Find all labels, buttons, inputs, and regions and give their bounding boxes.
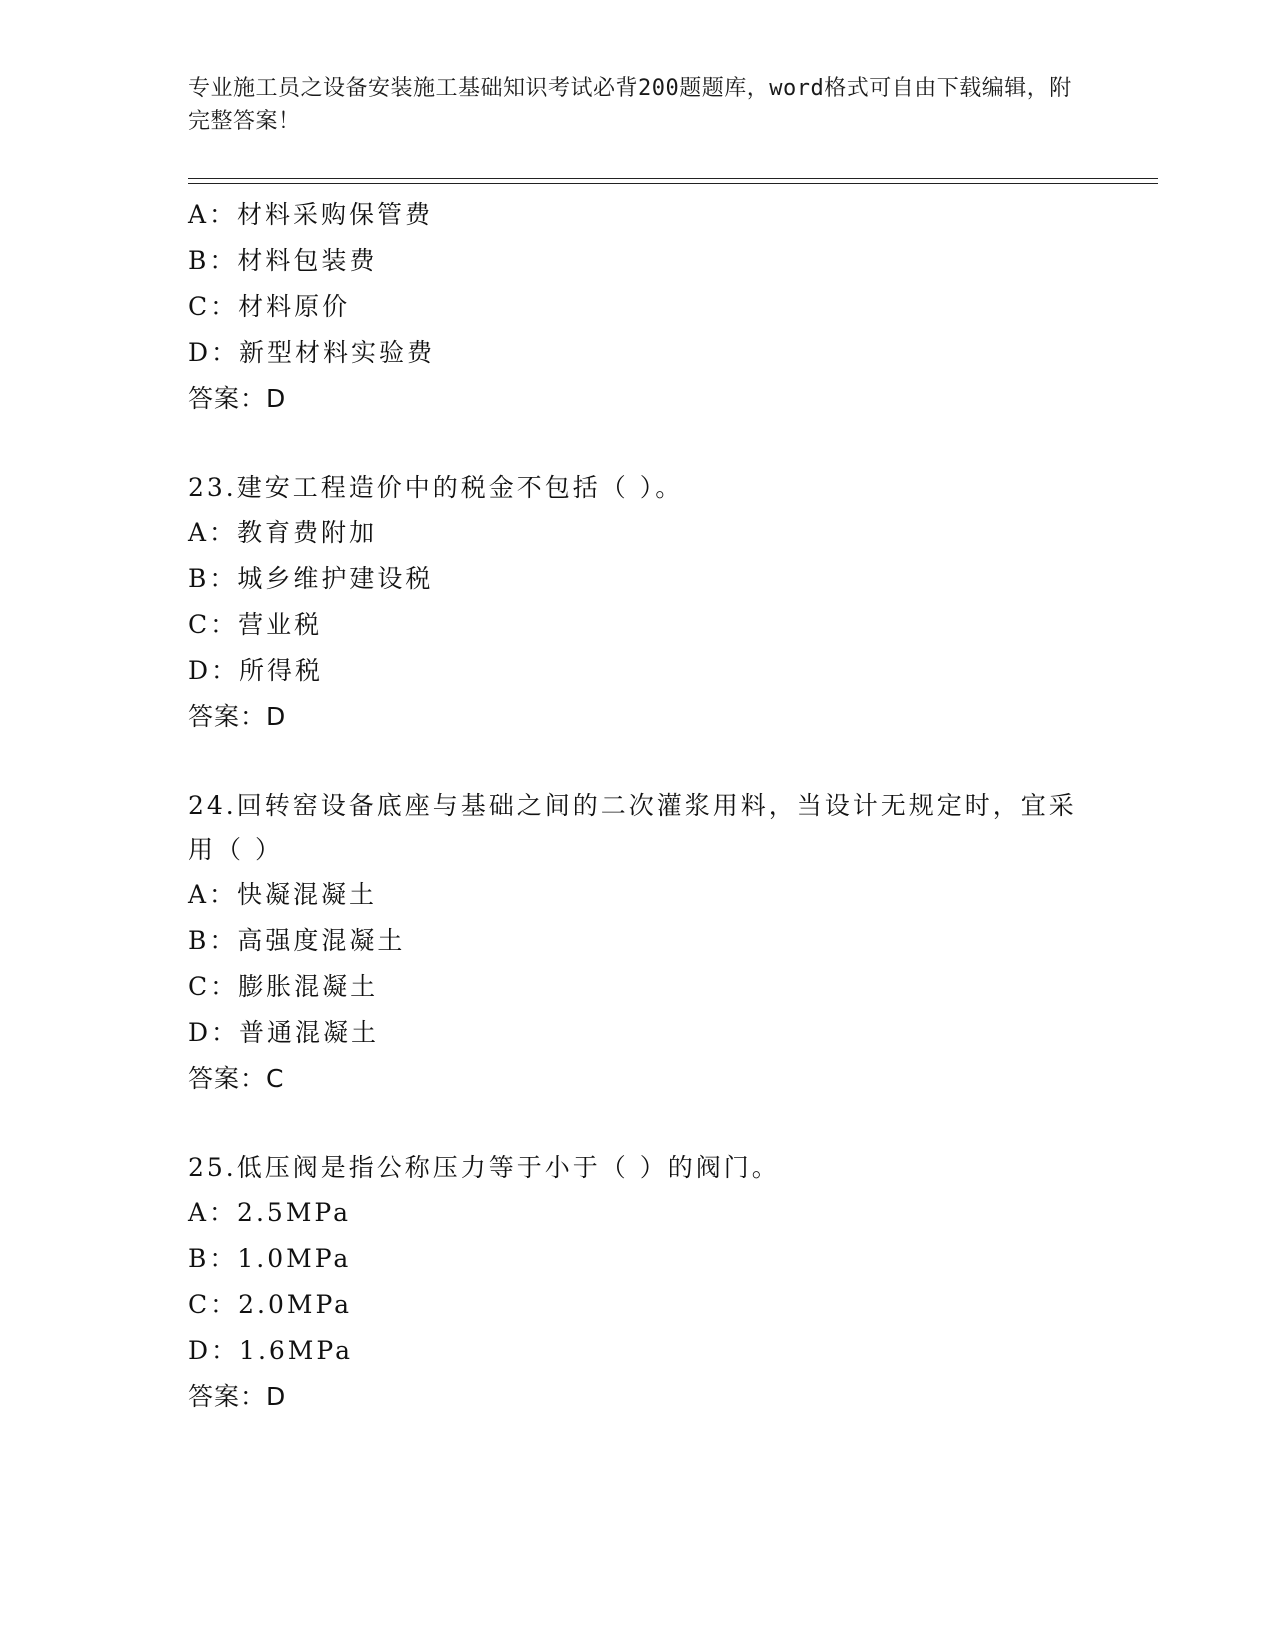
answer-line: 答案：D: [188, 702, 287, 731]
question-text: 23.建安工程造价中的税金不包括（ ）。: [188, 473, 684, 502]
document-header: 专业施工员之设备安装施工基础知识考试必背200题题库，word格式可自由下载编辑，附完整答案！: [188, 76, 1072, 134]
option-a: A：材料采购保管费: [188, 200, 434, 229]
option-d: D：新型材料实验费: [188, 338, 436, 367]
answer-line: 答案：C: [188, 1064, 285, 1093]
option-b: B：高强度混凝土: [188, 926, 406, 955]
answer-line: 答案：D: [188, 1382, 287, 1411]
option-d: D：1.6MPa: [188, 1336, 354, 1365]
option-c: C：营业税: [188, 610, 323, 639]
option-c: C：材料原价: [188, 292, 351, 321]
option-a: A：教育费附加: [188, 518, 378, 547]
question-text: 25.低压阀是指公称压力等于小于（ ）的阀门。: [188, 1153, 780, 1182]
option-d: D：普通混凝土: [188, 1018, 380, 1047]
option-d: D：所得税: [188, 656, 324, 685]
option-b: B：城乡维护建设税: [188, 564, 434, 593]
question-25: [188, 1146, 1088, 1420]
answer-line: 答案：D: [188, 384, 287, 413]
option-a: A：2.5MPa: [188, 1198, 352, 1227]
question-22-continued: [188, 192, 1088, 422]
header-divider-bottom: [188, 183, 1158, 184]
option-c: C：2.0MPa: [188, 1290, 353, 1319]
option-b: B：材料包装费: [188, 246, 378, 275]
header-divider-top: [188, 178, 1158, 179]
option-b: B：1.0MPa: [188, 1244, 352, 1273]
option-c: C：膨胀混凝土: [188, 972, 379, 1001]
question-23: [188, 466, 1088, 740]
question-text: 24.回转窑设备底座与基础之间的二次灌浆用料，当设计无规定时，宜采用（ ）: [188, 791, 1077, 864]
option-a: A：快凝混凝土: [188, 880, 378, 909]
document-body: [188, 192, 1088, 1420]
question-24: [188, 784, 1088, 1102]
